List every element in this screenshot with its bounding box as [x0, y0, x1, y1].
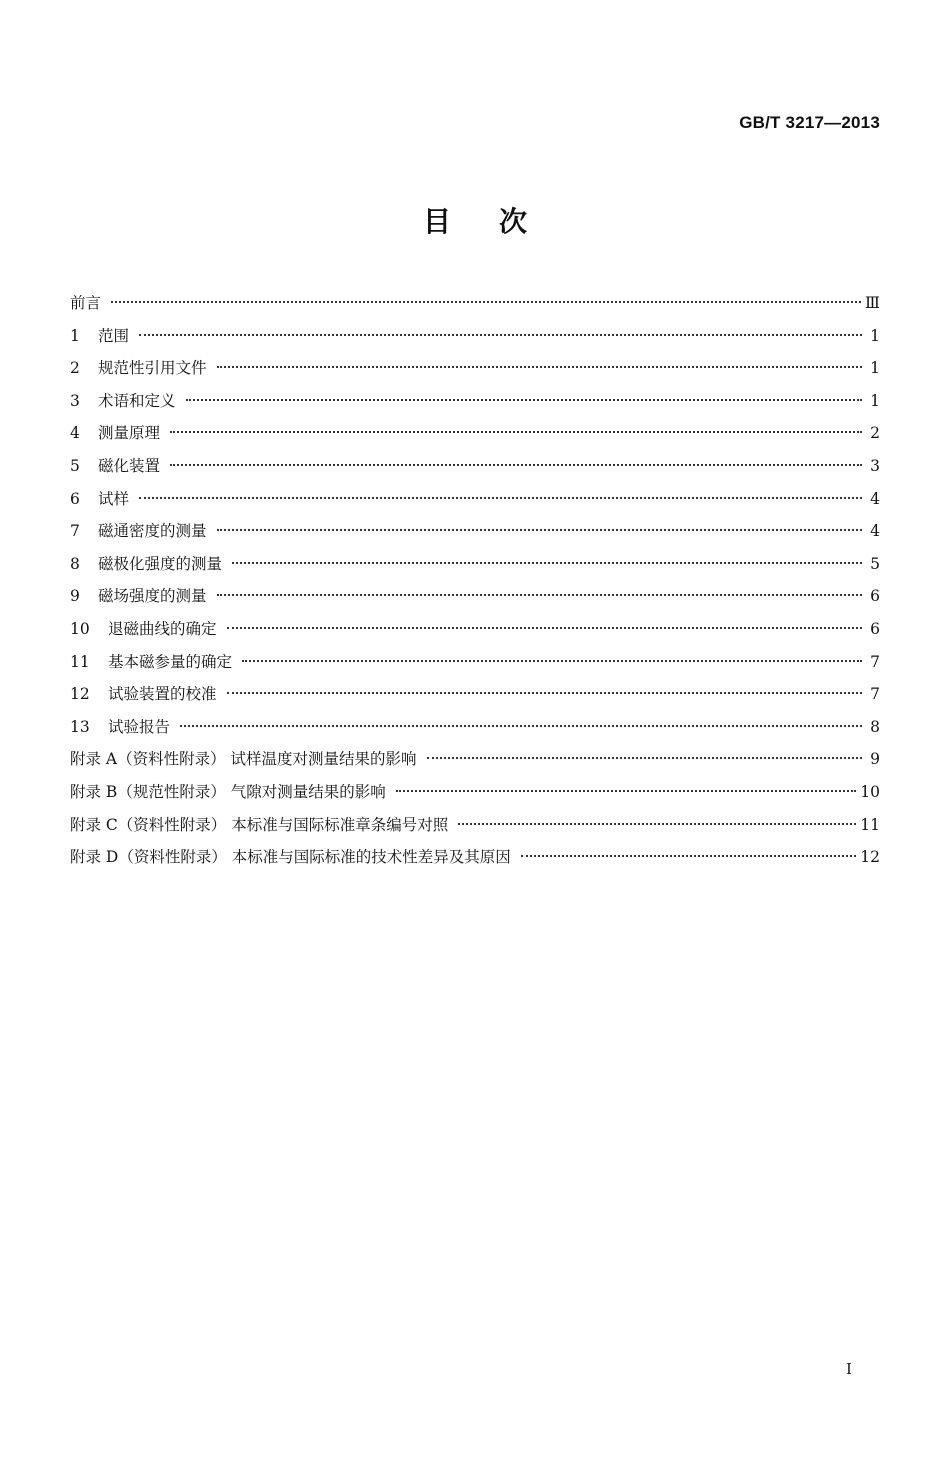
toc-entry-label: 磁化装置	[98, 456, 161, 475]
toc-entry-number: 13	[70, 717, 90, 736]
toc-entry-page: 1	[870, 359, 880, 378]
toc-entry-label: 磁场强度的测量	[98, 587, 207, 606]
toc-entry[interactable]	[70, 515, 880, 548]
toc-entry[interactable]	[70, 548, 880, 581]
toc-entry-number: 3	[70, 391, 80, 410]
dot-leader	[217, 366, 862, 368]
toc-entry-number: 5	[70, 456, 80, 475]
dot-leader	[427, 757, 862, 759]
toc-entry-label: 基本磁参量的确定	[108, 652, 233, 671]
toc-entry[interactable]	[70, 483, 880, 516]
toc-entry[interactable]	[70, 776, 880, 809]
toc-entry-label: 范围	[98, 326, 130, 345]
dot-leader	[180, 725, 862, 727]
toc-entry-page: 4	[870, 489, 880, 508]
page-title: 目次	[422, 205, 575, 238]
toc-entry-page: 1	[870, 326, 880, 345]
toc-entry-label: 磁通密度的测量	[98, 522, 207, 541]
toc-entry-label: 前言	[70, 294, 102, 312]
toc-entry-label: 测量原理	[98, 424, 161, 443]
toc-entry-page: 6	[870, 587, 880, 606]
toc-entry[interactable]	[70, 613, 880, 646]
dot-leader	[217, 594, 862, 596]
toc-entry-number: 6	[70, 489, 80, 508]
dot-leader	[217, 529, 862, 531]
toc-entry-page: 8	[870, 717, 880, 736]
toc-entry-label: 附录 C（资料性附录） 本标准与国际标准章条编号对照	[70, 815, 449, 834]
toc-entry[interactable]	[70, 646, 880, 679]
toc-entry-number: 1	[70, 326, 80, 345]
dot-leader	[232, 562, 862, 564]
table-of-contents	[70, 287, 880, 874]
toc-entry[interactable]	[70, 450, 880, 483]
toc-entry-label: 附录 A（资料性附录） 试样温度对测量结果的影响	[70, 750, 417, 769]
dot-leader	[242, 660, 862, 662]
toc-entry[interactable]	[70, 287, 880, 320]
toc-entry[interactable]	[70, 580, 880, 613]
dot-leader	[227, 692, 862, 694]
toc-entry-number: 10	[70, 619, 90, 638]
dot-leader	[186, 399, 862, 401]
toc-entry-page: 3	[870, 456, 880, 475]
dot-leader	[521, 855, 856, 857]
toc-entry-page: 9	[870, 750, 880, 769]
toc-entry-label: 试验装置的校准	[108, 685, 217, 704]
toc-entry-label: 磁极化强度的测量	[98, 554, 223, 573]
toc-entry-page: 12	[860, 848, 880, 867]
dot-leader	[396, 790, 857, 792]
toc-entry-page: 1	[870, 391, 880, 410]
toc-entry-page: Ⅲ	[865, 294, 880, 312]
toc-entry-number: 12	[70, 685, 90, 704]
toc-entry-number: 2	[70, 359, 80, 378]
toc-entry-label: 规范性引用文件	[98, 359, 207, 378]
toc-entry-label: 术语和定义	[98, 391, 176, 410]
toc-entry[interactable]	[70, 841, 880, 874]
toc-entry-label: 附录 B（规范性附录） 气隙对测量结果的影响	[70, 782, 386, 801]
toc-entry[interactable]	[70, 678, 880, 711]
dot-leader	[139, 334, 862, 336]
toc-entry[interactable]	[70, 809, 880, 842]
toc-entry-page: 5	[870, 554, 880, 573]
toc-entry-number: 4	[70, 424, 80, 443]
toc-entry[interactable]	[70, 352, 880, 385]
toc-entry-label: 附录 D（资料性附录） 本标准与国际标准的技术性差异及其原因	[70, 848, 511, 867]
toc-entry-page: 7	[870, 685, 880, 704]
standard-number: GB/T 3217—2013	[739, 113, 880, 132]
toc-entry-number: 8	[70, 554, 80, 573]
toc-entry-page: 11	[860, 815, 880, 834]
dot-leader	[170, 431, 862, 433]
dot-leader	[111, 301, 861, 303]
toc-entry-number: 9	[70, 587, 80, 606]
dot-leader	[458, 823, 856, 825]
toc-entry-number: 11	[70, 652, 90, 671]
toc-entry[interactable]	[70, 320, 880, 353]
toc-entry-page: 7	[870, 652, 880, 671]
toc-entry-label: 退磁曲线的确定	[108, 619, 217, 638]
dot-leader	[227, 627, 862, 629]
toc-entry-page: 6	[870, 619, 880, 638]
toc-entry-label: 试样	[98, 489, 130, 508]
toc-entry[interactable]	[70, 711, 880, 744]
toc-entry-label: 试验报告	[108, 717, 171, 736]
toc-entry-page: 10	[860, 782, 880, 801]
dot-leader	[139, 497, 862, 499]
toc-entry-page: 2	[870, 424, 880, 443]
toc-entry-number: 7	[70, 522, 80, 541]
toc-entry[interactable]	[70, 743, 880, 776]
page-number: I	[846, 1360, 852, 1378]
toc-entry-page: 4	[870, 522, 880, 541]
toc-entry[interactable]	[70, 385, 880, 418]
toc-entry[interactable]	[70, 417, 880, 450]
dot-leader	[170, 464, 862, 466]
